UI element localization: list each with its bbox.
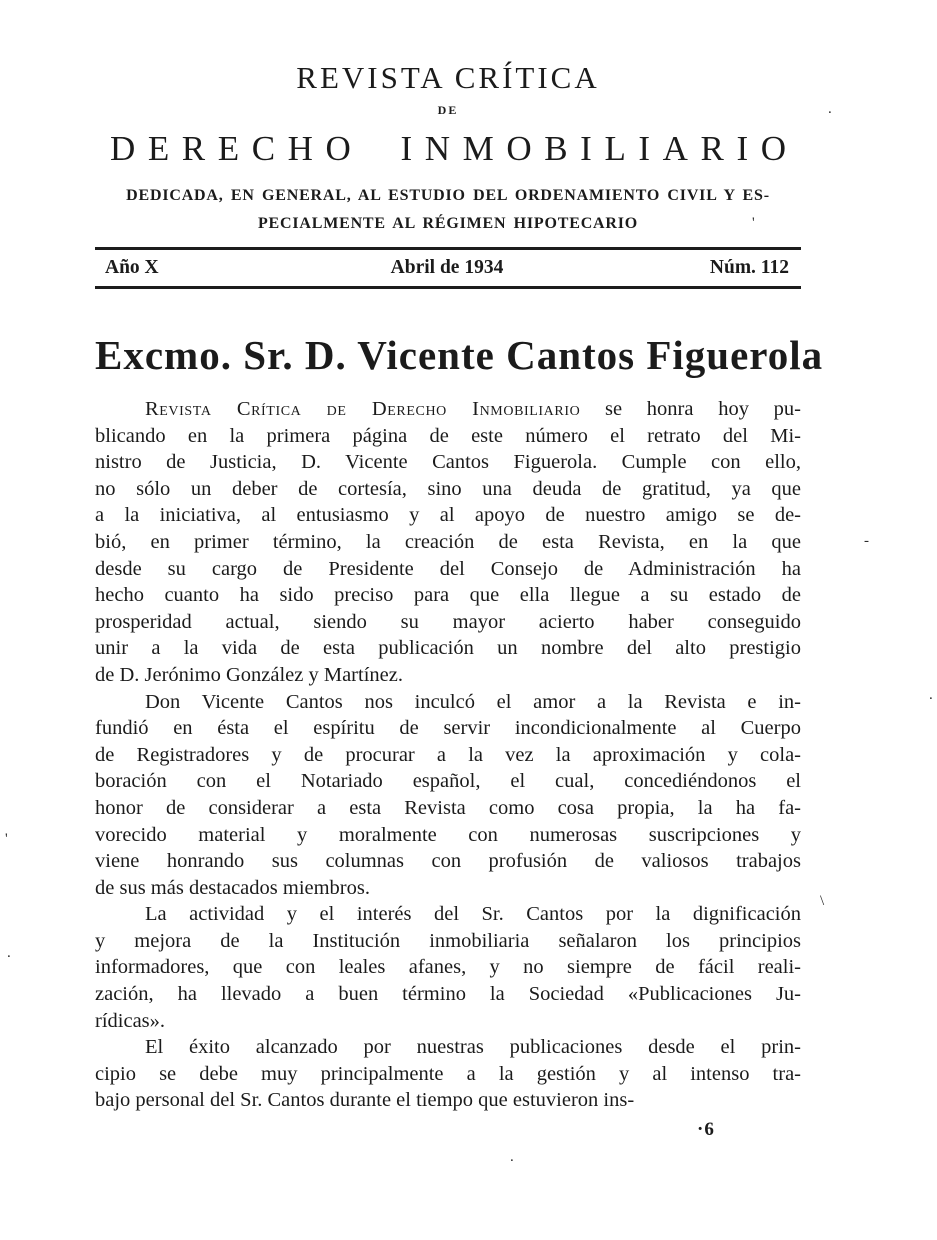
journal-title-connector: DE bbox=[437, 103, 459, 117]
issue-number: Núm. 112 bbox=[709, 257, 789, 278]
body-line: rídicas». bbox=[95, 1009, 166, 1032]
body-line: nistro de Justicia, D. Vicente Cantos Figuerola. Cumple con ello, bbox=[95, 451, 801, 474]
paragraph bbox=[95, 1034, 801, 1114]
article-title: Excmo. Sr. D. Vicente Cantos Figuerola bbox=[95, 332, 824, 378]
article-body bbox=[95, 396, 801, 1114]
issue-date: Abril de 1934 bbox=[390, 257, 504, 278]
body-line: vorecido material y moralmente con numerosas suscripciones y bbox=[95, 823, 801, 846]
page-number-mark: ·6 bbox=[697, 1119, 715, 1140]
scan-speck: . bbox=[510, 1149, 514, 1165]
paragraph bbox=[95, 901, 801, 1034]
paragraph bbox=[95, 396, 801, 689]
issue-year: Año X bbox=[105, 257, 159, 278]
dedication-line-2: PECIALMENTE AL RÉGIMEN HIPOTECARIO bbox=[257, 215, 639, 232]
body-line: zación, ha llevado a buen término la Sociedad «Publicaciones Ju- bbox=[95, 983, 801, 1006]
scan-speck: . bbox=[929, 687, 933, 703]
body-line bbox=[95, 396, 801, 423]
body-line: fundió en ésta el espíritu de servir incondicionalmente al Cuerpo bbox=[95, 717, 801, 740]
scan-speck: ' bbox=[752, 215, 755, 231]
body-line: honor de considerar a esta Revista como cosa propia, la ha fa- bbox=[95, 796, 801, 819]
body-line: de D. Jerónimo González y Martínez. bbox=[95, 663, 403, 686]
body-line: prosperidad actual, siendo su mayor acierto haber conseguido bbox=[95, 610, 801, 633]
body-line: informadores, que con leales afanes, y no siempre de fácil reali- bbox=[95, 956, 801, 979]
journal-title-line1: REVISTA CRÍTICA bbox=[296, 60, 600, 95]
body-line: y mejora de la Institución inmobiliaria señalaron los principios bbox=[95, 929, 801, 952]
body-line: bió, en primer término, la creación de esta Revista, en la que bbox=[95, 530, 801, 553]
body-line: unir a la vida de esta publicación un nombre del alto prestigio bbox=[95, 637, 801, 660]
body-line: El éxito alcanzado por nuestras publicaciones desde el prin- bbox=[145, 1036, 801, 1059]
body-line: desde su cargo de Presidente del Consejo de Administración ha bbox=[95, 557, 801, 580]
body-line: La actividad y el interés del Sr. Cantos por la dignificación bbox=[145, 903, 801, 926]
body-line: bajo personal del Sr. Cantos durante el tiempo que estuvieron ins- bbox=[95, 1089, 635, 1112]
body-line: de Registradores y de procurar a la vez la aproximación y cola- bbox=[95, 743, 801, 766]
body-line: boración con el Notariado español, el cual, concediéndonos el bbox=[95, 770, 801, 793]
journal-dedication bbox=[95, 182, 801, 238]
body-line: de sus más destacados miembros. bbox=[95, 876, 370, 899]
paragraph bbox=[95, 689, 801, 902]
scan-speck: ' bbox=[5, 831, 8, 847]
body-line: blicando en la primera página de este número el retrato del Mi- bbox=[95, 424, 801, 447]
scan-speck: - bbox=[864, 533, 869, 549]
body-line: hecho cuanto ha sido preciso para que ella llegue a su estado de bbox=[95, 584, 801, 607]
journal-title-line2: DERECHO INMOBILIARIO bbox=[109, 129, 799, 168]
body-line: no sólo un deber de cortesía, sino una deuda de gratitud, ya que bbox=[95, 477, 801, 500]
body-line: viene honrando sus columnas con profusión de valiosos trabajos bbox=[95, 850, 801, 873]
issue-bar bbox=[95, 247, 801, 289]
scan-speck: \ bbox=[820, 893, 825, 909]
smallcaps-journal-name: Revista Crítica de Derecho Inmobiliario bbox=[145, 398, 581, 420]
line-rest: se honra hoy pu- bbox=[580, 398, 801, 420]
body-line: cipio se debe muy principalmente a la gestión y al intenso tra- bbox=[95, 1062, 801, 1085]
scan-speck: . bbox=[7, 945, 11, 961]
masthead bbox=[95, 0, 801, 289]
scan-speck: . bbox=[828, 101, 832, 117]
body-line: Don Vicente Cantos nos inculcó el amor a la Revista e in- bbox=[145, 690, 801, 713]
body-line: a la iniciativa, al entusiasmo y al apoyo de nuestro amigo se de- bbox=[95, 504, 801, 527]
dedication-line-1: DEDICADA, EN GENERAL, AL ESTUDIO DEL ORDENAMIENTO CIVIL Y ES- bbox=[126, 187, 770, 204]
